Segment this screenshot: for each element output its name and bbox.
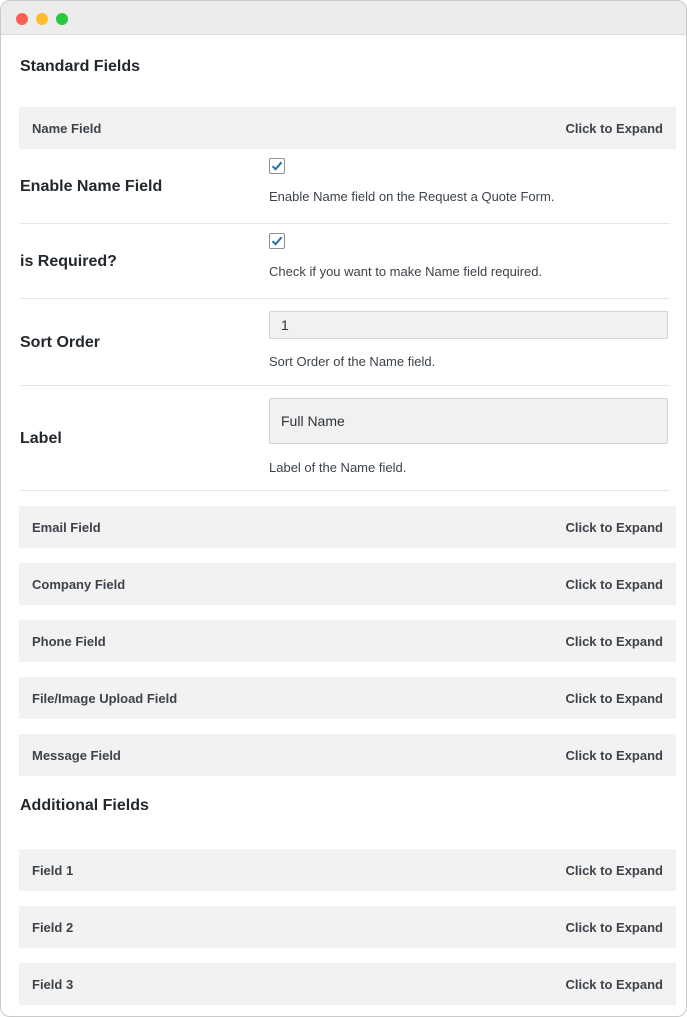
phone-field-panel[interactable] [19, 620, 676, 662]
setting-description: Sort Order of the Name field. [269, 354, 436, 369]
expand-toggle[interactable]: Click to Expand [565, 520, 663, 535]
checkmark-icon [270, 159, 284, 173]
field-2-panel[interactable] [19, 906, 676, 948]
setting-row-enable [20, 149, 669, 224]
expand-toggle[interactable]: Click to Expand [565, 977, 663, 992]
enable-name-checkbox[interactable] [269, 158, 285, 174]
expand-toggle[interactable]: Click to Expand [565, 748, 663, 763]
required-checkbox[interactable] [269, 233, 285, 249]
expand-toggle[interactable]: Click to Expand [565, 577, 663, 592]
panel-title: Name Field [32, 121, 102, 136]
setting-label: is Required? [20, 253, 117, 270]
company-field-panel[interactable] [19, 563, 676, 605]
zoom-window-button[interactable] [56, 13, 68, 25]
message-field-panel[interactable] [19, 734, 676, 776]
panel-title: Email Field [32, 520, 101, 535]
sort-order-input[interactable] [269, 311, 668, 339]
expand-toggle[interactable]: Click to Expand [565, 634, 663, 649]
panel-title: Company Field [32, 577, 126, 592]
field-1-panel[interactable] [19, 849, 676, 891]
panel-title: Field 2 [32, 920, 74, 935]
label-input[interactable] [269, 398, 668, 444]
name-field-panel[interactable] [19, 107, 676, 149]
checkmark-icon [270, 234, 284, 248]
setting-label: Sort Order [20, 334, 101, 351]
additional-fields-heading: Additional Fields [20, 797, 149, 814]
setting-label: Label [20, 430, 62, 447]
file-upload-field-panel[interactable] [19, 677, 676, 719]
expand-toggle[interactable]: Click to Expand [565, 121, 663, 136]
setting-description: Check if you want to make Name field required. [269, 264, 543, 279]
panel-title: Message Field [32, 748, 121, 763]
setting-row-required [20, 224, 669, 299]
panel-title: Phone Field [32, 634, 106, 649]
setting-description: Label of the Name field. [269, 460, 407, 475]
standard-fields-heading: Standard Fields [20, 58, 141, 75]
setting-description: Enable Name field on the Request a Quote Form. [269, 189, 555, 204]
setting-row-sort-order [20, 299, 669, 386]
expand-toggle[interactable]: Click to Expand [565, 691, 663, 706]
minimize-window-button[interactable] [36, 13, 48, 25]
panel-title: Field 1 [32, 863, 74, 878]
panel-title: File/Image Upload Field [32, 691, 178, 706]
expand-toggle[interactable]: Click to Expand [565, 863, 663, 878]
setting-row-label [20, 386, 669, 491]
title-bar [1, 1, 686, 35]
setting-label: Enable Name Field [20, 178, 163, 195]
email-field-panel[interactable] [19, 506, 676, 548]
close-window-button[interactable] [16, 13, 28, 25]
field-3-panel[interactable] [19, 963, 676, 1005]
expand-toggle[interactable]: Click to Expand [565, 920, 663, 935]
panel-title: Field 3 [32, 977, 74, 992]
